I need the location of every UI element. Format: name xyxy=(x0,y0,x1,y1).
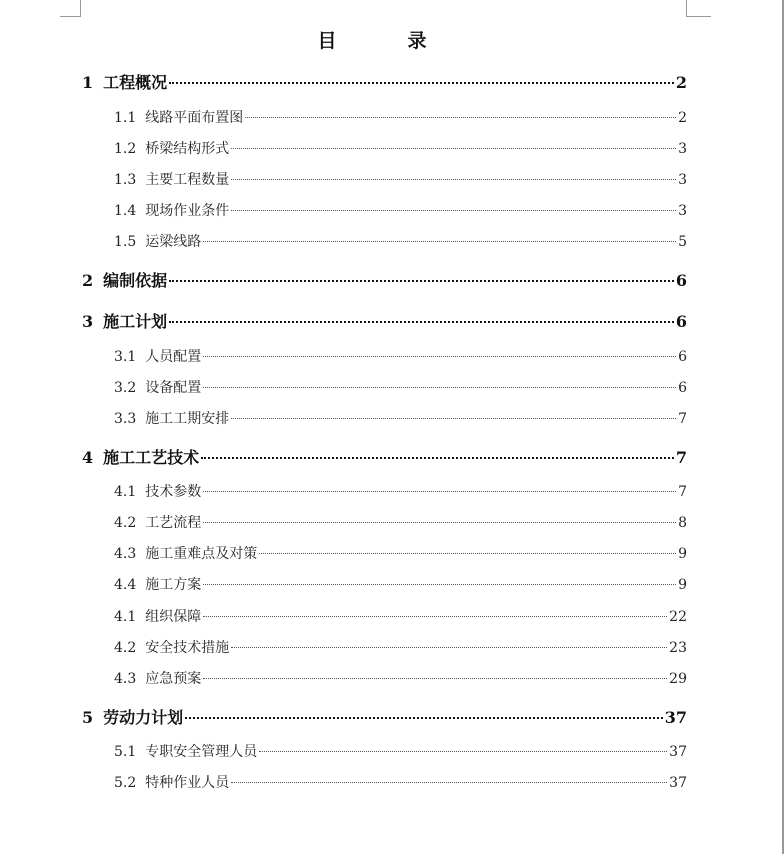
toc-entry-number: 3.3 xyxy=(114,411,137,427)
toc-entry-page-number: 6 xyxy=(678,349,687,365)
toc-section-entry[interactable] xyxy=(114,772,687,792)
toc-entry-number: 1.3 xyxy=(114,172,137,188)
dot-leader xyxy=(231,210,676,211)
dot-leader xyxy=(203,616,667,617)
toc-chapter-entry[interactable] xyxy=(82,445,687,468)
toc-entry-page-number: 7 xyxy=(675,448,687,467)
toc-section-entry[interactable] xyxy=(114,408,687,428)
dot-leader xyxy=(231,179,676,180)
toc-entry-number: 4.2 xyxy=(114,515,137,531)
toc-chapter-entry[interactable] xyxy=(82,268,687,291)
dot-leader xyxy=(201,457,674,459)
toc-entry-page-number: 22 xyxy=(669,609,687,625)
toc-entry-title: 现场作业条件 xyxy=(145,203,230,219)
crop-mark-top-left xyxy=(60,0,81,17)
toc-entry-title: 应急预案 xyxy=(145,671,202,687)
toc-section-entry[interactable] xyxy=(114,231,687,251)
toc-chapter-entry[interactable] xyxy=(82,705,687,728)
toc-entry-page-number: 37 xyxy=(664,708,687,727)
toc-entry-number: 4.3 xyxy=(114,546,137,562)
toc-entry-page-number: 9 xyxy=(678,546,687,562)
toc-entry-page-number: 3 xyxy=(678,141,687,157)
toc-section-entry[interactable] xyxy=(114,377,687,397)
toc-entry-title: 线路平面布置图 xyxy=(145,110,244,126)
dot-leader xyxy=(245,117,676,118)
toc-section-entry[interactable] xyxy=(114,574,687,594)
toc-section-entry[interactable] xyxy=(114,637,687,657)
toc-section-entry[interactable] xyxy=(114,606,687,626)
toc-section-entry[interactable] xyxy=(114,346,687,366)
dot-leader xyxy=(169,82,674,84)
toc-entry-title: 工艺流程 xyxy=(145,515,202,531)
dot-leader xyxy=(231,148,676,149)
dot-leader xyxy=(203,387,676,388)
toc-entry-number: 1.4 xyxy=(114,203,137,219)
dot-leader xyxy=(203,584,676,585)
toc-entry-title: 施工方案 xyxy=(145,577,202,593)
toc-entry-number: 4.3 xyxy=(114,671,137,687)
dot-leader xyxy=(203,678,667,679)
dot-leader xyxy=(169,280,674,282)
toc-section-entry[interactable] xyxy=(114,668,687,688)
toc-section-entry[interactable] xyxy=(114,512,687,532)
toc-entry-page-number: 37 xyxy=(669,775,687,791)
dot-leader xyxy=(259,751,667,752)
toc-entry-number: 1 xyxy=(82,73,94,92)
toc-entry-title: 劳动力计划 xyxy=(103,708,184,727)
toc-entry-page-number: 37 xyxy=(669,744,687,760)
toc-chapter-entry[interactable] xyxy=(82,70,687,93)
toc-entry-page-number: 7 xyxy=(678,484,687,500)
toc-entry-title: 人员配置 xyxy=(145,349,202,365)
toc-entry-page-number: 6 xyxy=(675,271,687,290)
toc-entry-page-number: 6 xyxy=(675,312,687,331)
toc-entry-title: 工程概况 xyxy=(103,73,168,92)
crop-mark-top-right xyxy=(686,0,711,17)
toc-section-entry[interactable] xyxy=(114,543,687,563)
dot-leader xyxy=(231,647,667,648)
dot-leader xyxy=(203,522,676,523)
toc-entry-number: 4.2 xyxy=(114,640,137,656)
toc-entry-title: 安全技术措施 xyxy=(145,640,230,656)
toc-entry-number: 2 xyxy=(82,271,94,290)
toc-entry-title: 施工重难点及对策 xyxy=(145,546,258,562)
toc-entry-title: 技术参数 xyxy=(145,484,202,500)
toc-entry-page-number: 3 xyxy=(678,203,687,219)
dot-leader xyxy=(203,356,676,357)
toc-entry-page-number: 5 xyxy=(678,234,687,250)
toc-entry-number: 3 xyxy=(82,312,94,331)
toc-entry-number: 3.1 xyxy=(114,349,137,365)
toc-entry-title: 特种作业人员 xyxy=(145,775,230,791)
toc-entry-number: 5 xyxy=(82,708,94,727)
toc-entry-title: 主要工程数量 xyxy=(145,172,230,188)
toc-section-entry[interactable] xyxy=(114,200,687,220)
dot-leader xyxy=(169,321,674,323)
toc-section-entry[interactable] xyxy=(114,138,687,158)
toc-entry-title: 设备配置 xyxy=(145,380,202,396)
toc-entry-number: 4.1 xyxy=(114,609,137,625)
toc-entry-page-number: 29 xyxy=(669,671,687,687)
toc-entry-page-number: 2 xyxy=(675,73,687,92)
toc-section-entry[interactable] xyxy=(114,107,687,127)
toc-entry-title: 桥梁结构形式 xyxy=(145,141,230,157)
toc-entry-page-number: 9 xyxy=(678,577,687,593)
toc-entry-number: 1.2 xyxy=(114,141,137,157)
dot-leader xyxy=(259,553,676,554)
toc-entry-number: 4 xyxy=(82,448,94,467)
toc-entry-title: 施工工艺技术 xyxy=(103,448,200,467)
toc-entry-number: 4.4 xyxy=(114,577,137,593)
toc-entry-title: 编制依据 xyxy=(103,271,168,290)
toc-entry-title: 施工工期安排 xyxy=(145,411,230,427)
toc-entry-page-number: 2 xyxy=(678,110,687,126)
toc-title: 目 录 xyxy=(317,30,453,52)
dot-leader xyxy=(231,782,667,783)
toc-entry-page-number: 3 xyxy=(678,172,687,188)
toc-section-entry[interactable] xyxy=(114,481,687,501)
dot-leader xyxy=(185,717,663,719)
toc-entry-number: 5.2 xyxy=(114,775,137,791)
toc-entry-title: 专职安全管理人员 xyxy=(145,744,258,760)
toc-entry-number: 3.2 xyxy=(114,380,137,396)
toc-entry-number: 1.1 xyxy=(114,110,137,126)
toc-section-entry[interactable] xyxy=(114,169,687,189)
toc-entry-title: 运梁线路 xyxy=(145,234,202,250)
dot-leader xyxy=(203,241,676,242)
dot-leader xyxy=(231,418,676,419)
toc-entry-number: 4.1 xyxy=(114,484,137,500)
toc-entry-page-number: 8 xyxy=(678,515,687,531)
toc-entry-page-number: 23 xyxy=(669,640,687,656)
toc-entry-number: 5.1 xyxy=(114,744,137,760)
toc-entry-page-number: 6 xyxy=(678,380,687,396)
toc-entry-title: 组织保障 xyxy=(145,609,202,625)
toc-chapter-entry[interactable] xyxy=(82,309,687,332)
toc-entry-number: 1.5 xyxy=(114,234,137,250)
dot-leader xyxy=(203,491,676,492)
toc-section-entry[interactable] xyxy=(114,741,687,761)
toc-entry-title: 施工计划 xyxy=(103,312,168,331)
toc-entry-page-number: 7 xyxy=(678,411,687,427)
